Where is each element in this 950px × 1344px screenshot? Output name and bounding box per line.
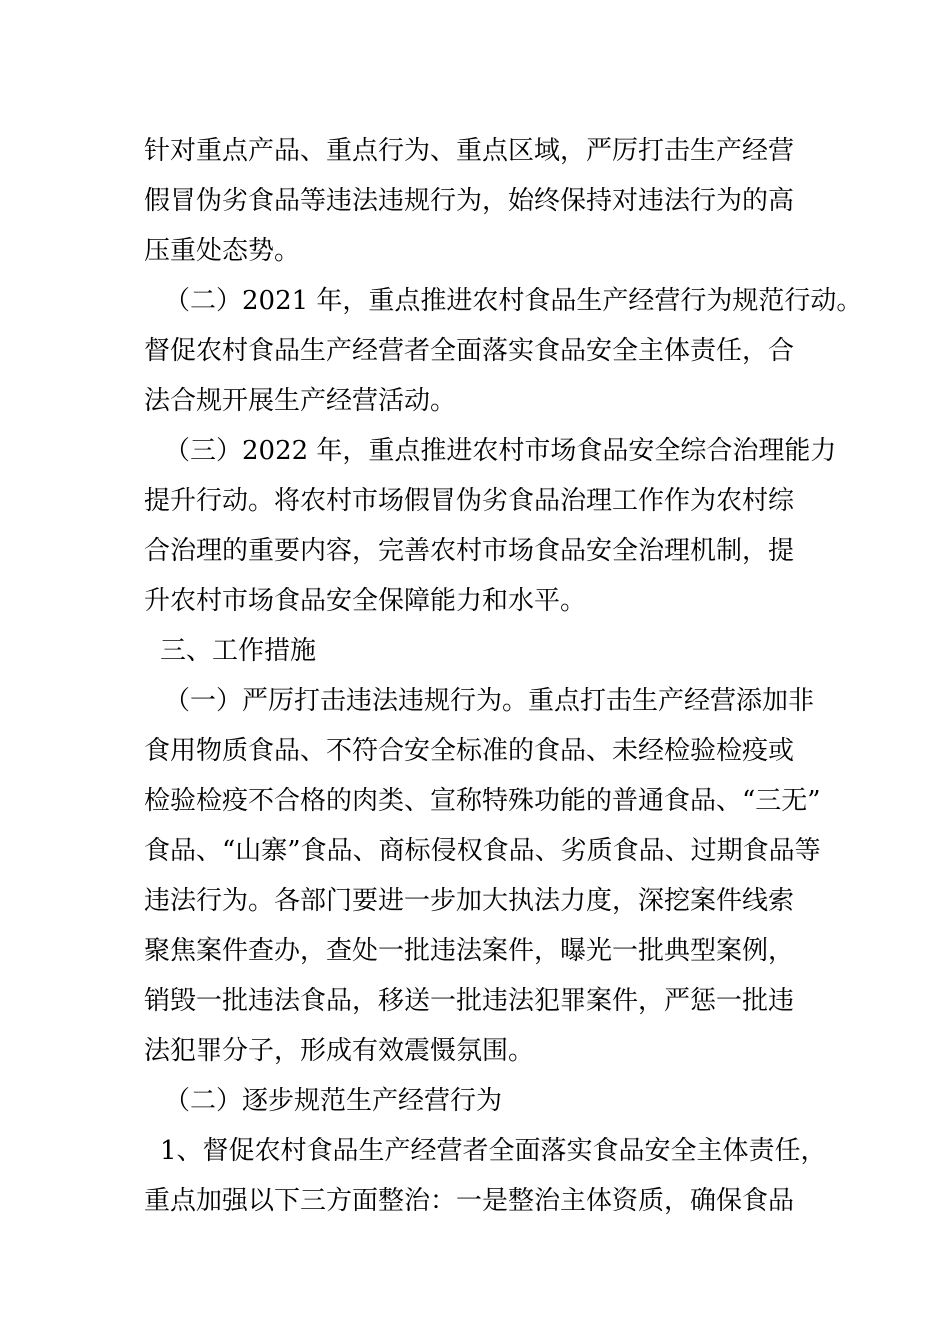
text-line: 合治理的重要内容，完善农村市场食品安全治理机制，提 xyxy=(144,536,795,566)
text-line: 食品、“山寨”食品、商标侵权食品、劣质食品、过期食品等 xyxy=(144,836,821,866)
text-line: 销毁一批违法食品，移送一批违法犯罪案件，严惩一批违 xyxy=(144,986,795,1016)
text-line: 重点加强以下三方面整治：一是整治主体资质，确保食品 xyxy=(144,1186,795,1216)
text-line: 违法行为。各部门要进一步加大执法力度，深挖案件线索 xyxy=(144,886,795,916)
subsection-heading: （二）逐步规范生产经营行为 xyxy=(164,1086,503,1116)
text-line: 法犯罪分子，形成有效震慑氛围。 xyxy=(144,1036,535,1066)
text-line: 压重处态势。 xyxy=(144,236,301,266)
text-line: 食用物质食品、不符合安全标准的食品、未经检验检疫或 xyxy=(144,736,795,766)
text-line: 升农村市场食品安全保障能力和水平。 xyxy=(144,586,587,616)
text-line: 检验检疫不合格的肉类、宣称特殊功能的普通食品、“三无” xyxy=(144,786,821,816)
paragraph-start-line: 1、督促农村食品生产经营者全面落实食品安全主体责任， xyxy=(160,1136,827,1166)
paragraph-start-line: （二）2021 年，重点推进农村食品生产经营行为规范行动。 xyxy=(164,286,863,316)
paragraph-start-line: （一）严厉打击违法违规行为。重点打击生产经营添加非 xyxy=(164,686,815,716)
section-heading: 三、工作措施 xyxy=(160,636,317,666)
text-line: 针对重点产品、重点行为、重点区域，严厉打击生产经营 xyxy=(144,136,795,166)
document-body xyxy=(144,126,863,1226)
text-line: 法合规开展生产经营活动。 xyxy=(144,386,457,416)
text-line: 提升行动。将农村市场假冒伪劣食品治理工作作为农村综 xyxy=(144,486,795,516)
paragraph-start-line: （三）2022 年，重点推进农村市场食品安全综合治理能力 xyxy=(164,436,837,466)
text-line: 聚焦案件查办，查处一批违法案件，曝光一批典型案例， xyxy=(144,936,795,966)
text-line: 督促农村食品生产经营者全面落实食品安全主体责任，合 xyxy=(144,336,795,366)
text-line: 假冒伪劣食品等违法违规行为，始终保持对违法行为的高 xyxy=(144,186,795,216)
